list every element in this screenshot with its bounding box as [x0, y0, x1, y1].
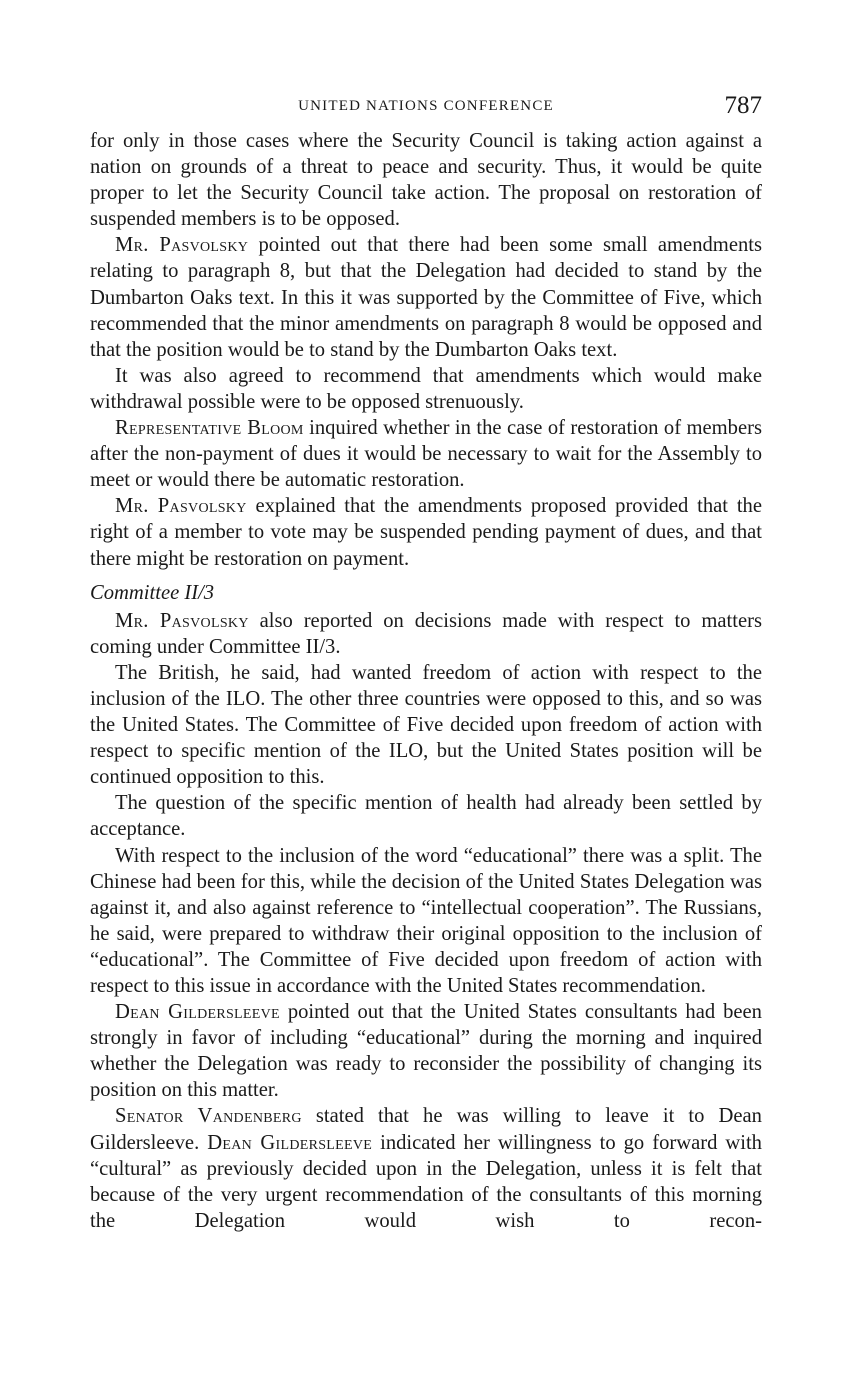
paragraph-10 — [90, 999, 762, 1103]
running-title: UNITED NATIONS CONFERENCE — [298, 98, 554, 114]
document-page — [90, 92, 762, 1234]
paragraph-4 — [90, 415, 762, 493]
body-text — [90, 128, 762, 1234]
running-head — [90, 92, 762, 128]
speaker-name: Dean Gildersleeve — [207, 1131, 373, 1154]
paragraph-11 — [90, 1103, 762, 1233]
paragraph-8: The question of the specific mention of health had already been settled by acceptance. — [90, 792, 762, 841]
paragraph-text: indicated her willingness to go forward with “cultural” as previously decided upon in the Delegation, unless it is felt that because of the very urgent recommendation of the consultants of this morning the Delegation would wish to recon- — [90, 1131, 762, 1232]
speaker-name: Mr. Pasvolsky — [115, 609, 249, 632]
speaker-name: Dean Gildersleeve — [115, 1001, 280, 1024]
paragraph-1: for only in those cases where the Security Council is taking action against a nation on grounds of a threat to peace and security. Thus, it would be quite proper to let the Security Council take action. The proposal on restoration of suspended members is to be opposed. — [90, 130, 762, 231]
paragraph-7: The British, he said, had wanted freedom of action with respect to the inclusion of the ILO. The other three countries were opposed to this, and so was the United States. The Committee of Five decided upon freedom of action with respect to specific mention of the ILO, but the United States position will be continued opposition to this. — [90, 661, 762, 789]
paragraph-3: It was also agreed to recommend that amendments which would make withdrawal possible were to be opposed strenuously. — [90, 364, 762, 413]
section-heading: Committee II/3 — [90, 581, 215, 604]
paragraph-text: also reported on decisions made with respect to matters coming under Committee II/3. — [90, 609, 762, 658]
paragraph-2 — [90, 232, 762, 362]
paragraph-6 — [90, 608, 762, 660]
paragraph-text: inquired whether in the case of restoration of members after the non-payment of dues it would be necessary to wait for the Assembly to meet or would there be automatic restoration. — [90, 417, 762, 492]
speaker-name: Representative Bloom — [115, 417, 304, 440]
paragraph-text: explained that the amendments proposed provided that the right of a member to vote may be suspended pending payment of dues, and that there might be restoration on payment. — [90, 495, 762, 570]
speaker-name: Mr. Pasvolsky — [115, 495, 247, 518]
paragraph-5 — [90, 493, 762, 571]
paragraph-text: pointed out that there had been some small amendments relating to paragraph 8, but that the Delegation had decided to stand by the Dumbarton Oaks text. In this it was supported by the Committee of Five, which recommended that the minor amendments on paragraph 8 would be opposed and that the position would be to stand by the Dumbarton Oaks text. — [90, 234, 762, 361]
paragraph-9: With respect to the inclusion of the word “educational” there was a split. The Chinese had been for this, while the decision of the United States Delegation was against it, and also against reference to “intellectual cooperation”. The Russians, he said, were prepared to withdraw their original opposition to the inclusion of “educational”. The Committee of Five decided upon freedom of action with respect to this issue in accordance with the United States recommendation. — [90, 844, 762, 997]
speaker-name: Senator Vandenberg — [115, 1105, 302, 1128]
paragraph-text: stated that he was willing to leave it to Dean Gildersleeve. — [90, 1105, 762, 1154]
speaker-name: Mr. Pasvolsky — [115, 234, 249, 257]
paragraph-text: pointed out that the United States consultants had been strongly in favor of including “educational” during the morning and inquired whether the Delegation was ready to reconsider the possibility of changing its position on this matter. — [90, 1001, 762, 1102]
page-number: 787 — [724, 92, 762, 119]
